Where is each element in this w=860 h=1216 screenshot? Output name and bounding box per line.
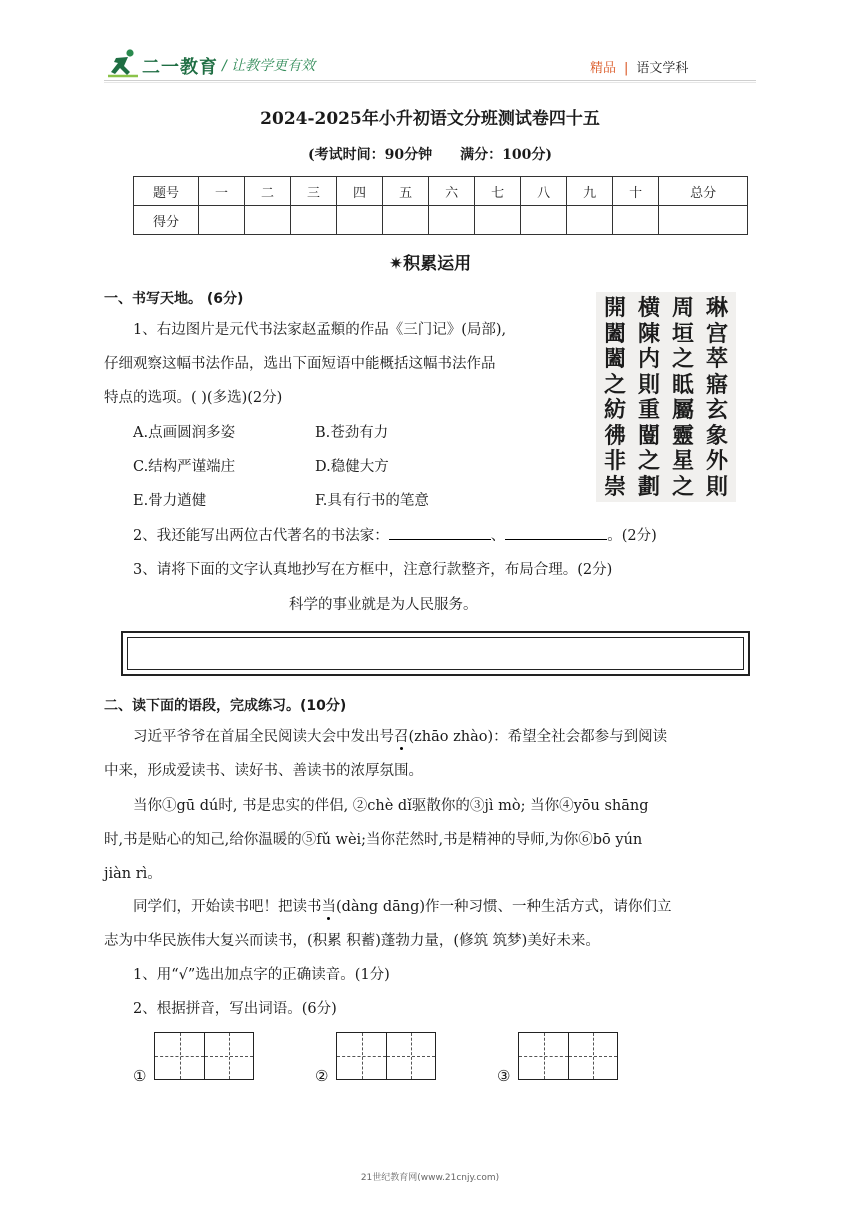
q2-suffix: 。(2分) [607,528,657,544]
calligraphy-column [632,296,666,500]
col-header: 十 [613,177,659,206]
calligraphy-char: 則 [637,371,660,398]
passage-text: 习近平爷爷在首届全民阅读大会中发出号 [133,729,394,745]
q3-text: 3、请将下面的文字认真地抄写在方框中，注意行款整齐，布局合理。(2分) [133,562,613,578]
passage-p3-line2: 志为中华民族伟大复兴而读书，(积累 积蓄)蓬勃力量，(修筑 筑梦)美好未来。 [104,933,600,949]
calligraphy-char: 闔 [603,320,626,347]
writing-grid[interactable] [336,1032,436,1080]
score-cell[interactable] [521,206,567,235]
grid-cell[interactable] [204,1033,253,1079]
q2-prefix: 2、我还能写出两位古代著名的书法家： [133,528,389,544]
exam-full-score: 满分：100分) [460,147,552,163]
passage-text: (dàng dāng)作一种习惯、一种生活方式，请你们立 [336,899,672,915]
q2-separator: 、 [490,528,506,544]
score-cell[interactable] [613,206,659,235]
copy-frame-inner [127,637,744,670]
col-header: 一 [199,177,245,206]
calligraphy-char: 周 [671,295,694,321]
score-cell[interactable] [429,206,475,235]
grid-cell[interactable] [519,1033,568,1079]
col-header: 七 [475,177,521,206]
option-f: F.具有行书的笔意 [315,493,429,509]
row-label-score: 得分 [134,206,199,235]
col-header: 五 [383,177,429,206]
col-header: 四 [337,177,383,206]
header-tags [590,57,688,76]
calligraphy-image [596,292,736,502]
header-divider [104,80,756,81]
calligraphy-char: 宫 [705,320,728,347]
score-cell[interactable] [337,206,383,235]
grid-cell[interactable] [568,1033,617,1079]
copy-text: 科学的事业就是为人民服务。 [289,597,478,613]
score-cell[interactable] [291,206,337,235]
brand-slogan: / 让教学更有效 [222,58,316,74]
grid-label: ③ [497,1067,511,1085]
answer-blank-2[interactable] [505,525,607,540]
calligraphy-char: 星 [671,448,694,474]
header-separator: | [624,61,629,76]
part2-heading: 二、读下面的语段，完成练习。(10分) [104,698,347,714]
calligraphy-char: 之 [603,371,626,398]
passage-p1-line2: 中来，形成爱读书、读好书、善读书的浓厚氛围。 [104,763,423,779]
calligraphy-char: 重 [637,397,660,423]
col-header: 三 [291,177,337,206]
answer-blank-1[interactable] [389,525,491,540]
brand-name: 二一教育 [142,57,218,78]
calligraphy-char: 横 [637,295,660,321]
calligraphy-char: 萃 [705,346,728,372]
option-d: D.稳健大方 [315,459,389,475]
score-cell[interactable] [659,206,748,235]
exam-subtitle [0,144,860,164]
runner-logo-icon [106,48,140,78]
option-b: B.苍劲有力 [315,425,389,441]
calligraphy-char: 闔 [603,346,626,372]
score-table-header-row [134,177,748,206]
calligraphy-char: 則 [705,473,728,500]
section-title: ✷积累运用 [388,254,472,274]
passage-p3-line1 [133,896,672,918]
q1-text-line3: 特点的选项。( )(多选)(2分) [104,390,283,406]
subject-tag: 语文学科 [636,61,689,76]
q2-text [133,525,657,547]
calligraphy-char: 紡 [603,397,626,423]
score-table-score-row [134,206,748,235]
quality-tag: 精品 [590,61,617,76]
col-header: 六 [429,177,475,206]
q1-text-line1: 1、右边图片是元代书法家赵孟頫的作品《三门记》(局部), [133,322,507,338]
dotted-char: 召 [394,729,409,745]
calligraphy-char: 靈 [671,422,694,449]
calligraphy-char: 眡 [671,371,694,398]
calligraphy-char: 非 [603,448,626,474]
col-header: 八 [521,177,567,206]
writing-grid[interactable] [154,1032,254,1080]
score-cell[interactable] [567,206,613,235]
calligraphy-char: 崇 [603,473,626,500]
passage-p2-line3: jiàn rì。 [104,866,162,882]
calligraphy-column [598,296,632,500]
score-table [133,176,748,235]
calligraphy-char: 之 [671,473,694,500]
calligraphy-char: 垣 [671,320,694,347]
passage-p1-line1 [133,726,667,748]
grid-label: ② [315,1067,329,1085]
page-footer: 21世纪教育网(www.21cnjy.com) [360,1173,500,1183]
option-c: C.结构严谨端庄 [133,459,236,475]
calligraphy-char: 劃 [637,473,660,500]
part2-q1: 1、用“√”选出加点字的正确读音。(1分) [133,967,390,983]
col-header: 九 [567,177,613,206]
grid-cell[interactable] [337,1033,386,1079]
part1-heading: 一、书写天地。 (6分) [104,291,244,307]
col-header: 总分 [659,177,748,206]
calligraphy-char: 闓 [637,422,660,449]
calligraphy-char: 琳 [705,295,728,321]
grid-label: ① [133,1067,147,1085]
writing-grid[interactable] [518,1032,618,1080]
calligraphy-char: 外 [705,448,728,474]
passage-p2-line2: 时,书是贴心的知己,给你温暖的⑤fǔ wèi;当你茫然时,书是精神的导师,为你⑥bō yún [104,832,643,848]
calligraphy-char: 之 [637,448,660,474]
passage-text: 同学们，开始读书吧！把读书 [133,899,322,915]
calligraphy-char: 之 [671,346,694,372]
option-e: E.骨力遒健 [133,493,207,509]
part2-q2: 2、根据拼音，写出词语。(6分) [133,1001,337,1017]
calligraphy-char: 彿 [603,422,626,449]
calligraphy-column [700,296,734,500]
score-cell[interactable] [383,206,429,235]
passage-p2-line1: 当你①gū dú时, 书是忠实的伴侣, ②chè dǐ驱散你的③jì mò; 当你④yōu shāng [133,798,649,814]
exam-title: 2024-2025年小升初语文分班测试卷四十五 [260,109,600,129]
score-cell[interactable] [245,206,291,235]
q1-text-line2: 仔细观察这幅书法作品，选出下面短语中能概括这幅书法作品 [104,356,496,372]
col-header: 二 [245,177,291,206]
score-cell[interactable] [475,206,521,235]
dotted-char: 当 [321,899,336,915]
calligraphy-char: 屬 [671,397,694,423]
grid-cell[interactable] [386,1033,435,1079]
calligraphy-char: 陳 [637,320,660,347]
calligraphy-char: 内 [637,346,660,372]
calligraphy-char: 開 [603,295,626,321]
header-divider-secondary [104,82,756,83]
calligraphy-char: 寤 [705,371,728,398]
row-label-question: 题号 [134,177,199,206]
calligraphy-char: 象 [705,422,728,449]
grid-cell[interactable] [155,1033,204,1079]
calligraphy-char: 玄 [705,397,728,423]
passage-text: (zhāo zhào)：希望全社会都参与到阅读 [408,729,668,745]
calligraphy-column [666,296,700,500]
option-a: A.点画圆润多姿 [133,425,236,441]
exam-time: (考试时间：90分钟 [308,147,433,163]
score-cell[interactable] [199,206,245,235]
